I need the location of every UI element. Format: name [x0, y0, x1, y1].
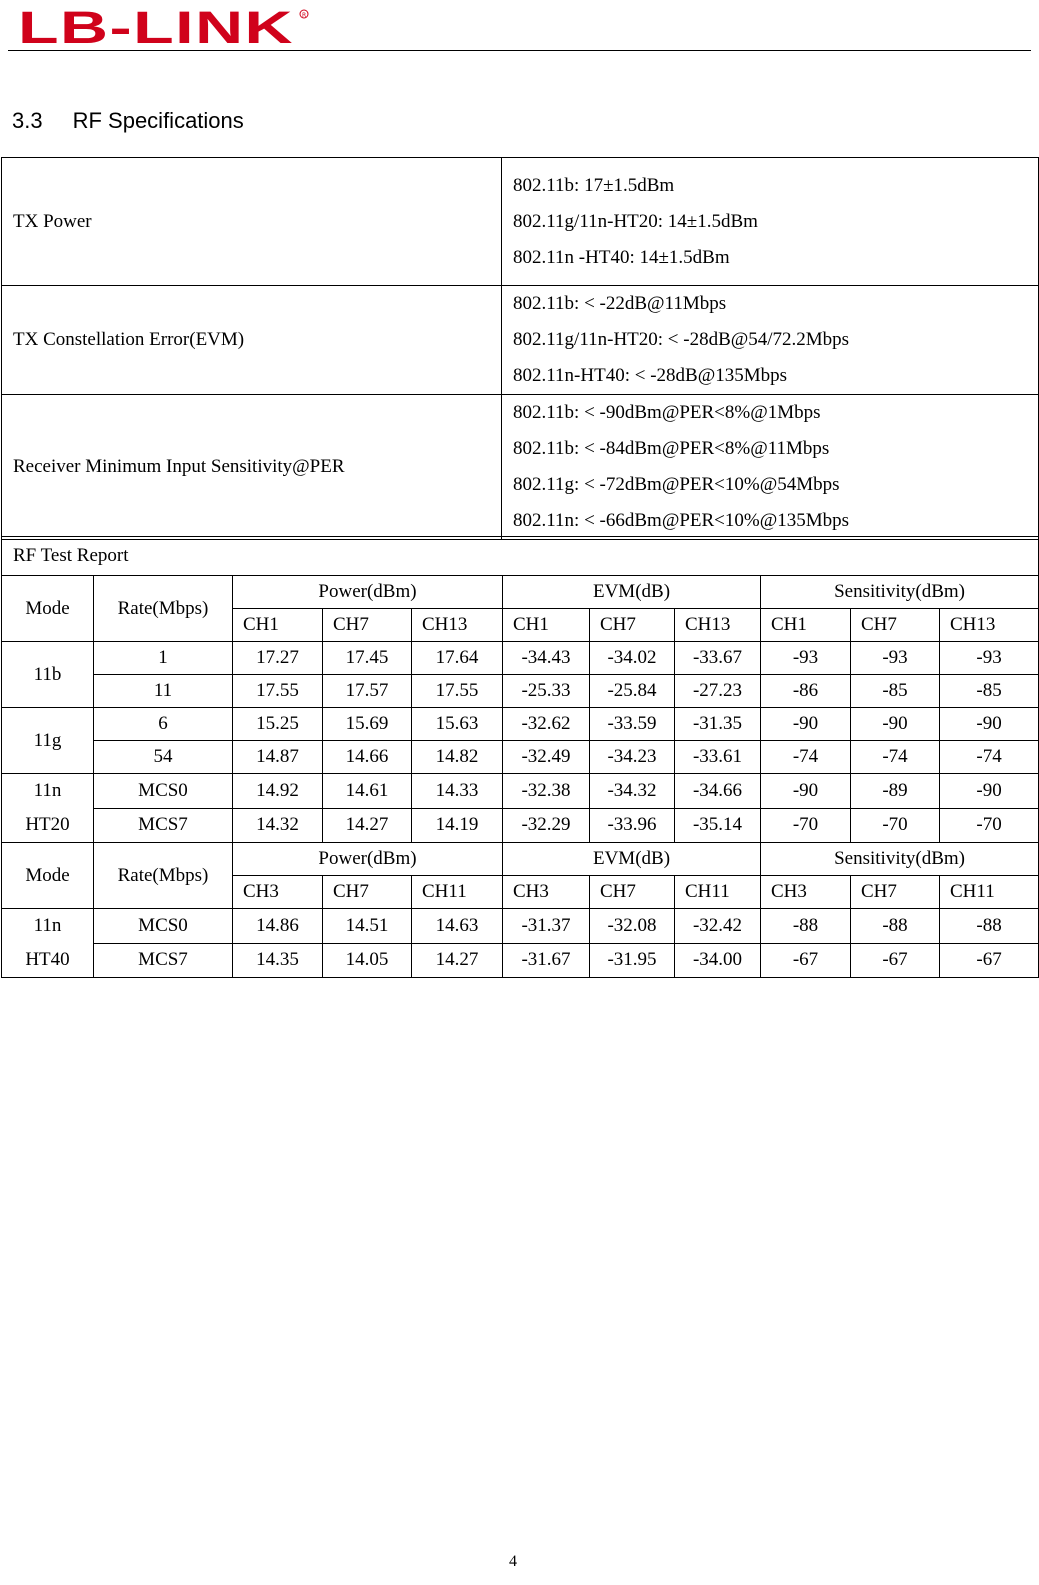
value-cell: -34.43 [503, 642, 590, 675]
mode-line: HT40 [25, 949, 70, 970]
spec-value: 802.11n -HT40: 14±1.5dBm [513, 246, 730, 268]
value-cell: 14.51 [323, 909, 412, 944]
spec-label: Receiver Minimum Input Sensitivity@PER [2, 395, 502, 540]
mode-cell: 11b [2, 642, 94, 708]
value-cell: -86 [761, 675, 851, 708]
spec-value: 802.11b: < -90dBm@PER<8%@1Mbps [513, 402, 821, 423]
report-title: RF Test Report [2, 537, 1039, 576]
value-cell: 14.27 [412, 943, 503, 978]
channel-header: CH1 [503, 609, 590, 642]
power-header: Power(dBm) [233, 843, 503, 876]
rate-cell: 54 [94, 741, 233, 774]
table-row [2, 909, 1039, 944]
rate-cell: MCS7 [94, 808, 233, 843]
value-cell: -90 [851, 708, 940, 741]
channel-header: CH7 [323, 876, 412, 909]
value-cell: -74 [940, 741, 1039, 774]
value-cell: -88 [761, 909, 851, 944]
value-cell: 15.25 [233, 708, 323, 741]
value-cell: -32.38 [503, 774, 590, 809]
section-heading [12, 108, 244, 134]
value-cell: -31.37 [503, 909, 590, 944]
value-cell: -33.96 [590, 808, 675, 843]
value-cell: 14.32 [233, 808, 323, 843]
value-cell: -34.23 [590, 741, 675, 774]
channel-header: CH11 [675, 876, 761, 909]
rate-header: Rate(Mbps) [94, 576, 233, 642]
channel-header: CH7 [323, 609, 412, 642]
value-cell: 14.87 [233, 741, 323, 774]
spec-value: 802.11g: < -72dBm@PER<10%@54Mbps [513, 474, 840, 495]
value-cell: -93 [851, 642, 940, 675]
value-cell: -74 [851, 741, 940, 774]
value-cell: -31.35 [675, 708, 761, 741]
mode-cell [2, 774, 94, 843]
spec-value: 802.11n-HT40: < -28dB@135Mbps [513, 365, 787, 386]
value-cell: -85 [940, 675, 1039, 708]
value-cell: -25.33 [503, 675, 590, 708]
value-cell: 14.86 [233, 909, 323, 944]
channel-header: CH7 [590, 609, 675, 642]
value-cell: 17.55 [233, 675, 323, 708]
channel-header: CH13 [940, 609, 1039, 642]
channel-header: CH7 [851, 876, 940, 909]
value-cell: 17.55 [412, 675, 503, 708]
spec-value: 802.11g/11n-HT20: 14±1.5dBm [513, 210, 758, 232]
value-cell: -27.23 [675, 675, 761, 708]
value-cell: 14.66 [323, 741, 412, 774]
rate-header: Rate(Mbps) [94, 843, 233, 909]
mode-line: 11n [33, 915, 62, 936]
value-cell: -90 [940, 774, 1039, 809]
value-cell: -32.08 [590, 909, 675, 944]
rate-cell: 6 [94, 708, 233, 741]
rate-cell: MCS0 [94, 774, 233, 809]
value-cell: -33.67 [675, 642, 761, 675]
header-rule [8, 50, 1031, 51]
channel-header: CH11 [940, 876, 1039, 909]
channel-header: CH1 [233, 609, 323, 642]
table-row [2, 741, 1039, 774]
value-cell: 15.63 [412, 708, 503, 741]
spec-value: 802.11b: 17±1.5dBm [513, 174, 675, 196]
channel-header: CH11 [412, 876, 503, 909]
value-cell: 14.27 [323, 808, 412, 843]
channel-header: CH1 [761, 609, 851, 642]
channel-header: CH7 [590, 876, 675, 909]
value-cell: -93 [940, 642, 1039, 675]
channel-header: CH3 [503, 876, 590, 909]
value-cell: 14.92 [233, 774, 323, 809]
value-cell: -33.61 [675, 741, 761, 774]
spec-value: 802.11g/11n-HT20: < -28dB@54/72.2Mbps [513, 329, 850, 350]
value-cell: -32.62 [503, 708, 590, 741]
mode-line: 11n [33, 780, 62, 801]
value-cell: 14.35 [233, 943, 323, 978]
table-row [2, 943, 1039, 978]
evm-header: EVM(dB) [503, 843, 761, 876]
table-row [2, 675, 1039, 708]
value-cell: -34.32 [590, 774, 675, 809]
spec-values [502, 395, 1039, 540]
value-cell: 17.45 [323, 642, 412, 675]
value-cell: 14.61 [323, 774, 412, 809]
value-cell: 17.57 [323, 675, 412, 708]
mode-header: Mode [2, 843, 94, 909]
header-row [2, 843, 1039, 876]
value-cell: -34.00 [675, 943, 761, 978]
rf-spec-table [1, 157, 1039, 540]
sensitivity-header: Sensitivity(dBm) [761, 843, 1039, 876]
value-cell: -67 [761, 943, 851, 978]
mode-line: HT20 [25, 814, 70, 835]
spec-values [502, 158, 1039, 286]
value-cell: -85 [851, 675, 940, 708]
channel-header: CH7 [851, 609, 940, 642]
value-cell: 14.82 [412, 741, 503, 774]
table-row [2, 708, 1039, 741]
spec-label: TX Constellation Error(EVM) [2, 286, 502, 395]
value-cell: -93 [761, 642, 851, 675]
value-cell: -67 [940, 943, 1039, 978]
spec-row-sensitivity [2, 395, 1039, 540]
rate-cell: 1 [94, 642, 233, 675]
logo-text: LB-LINK [18, 6, 294, 46]
spec-value: 802.11b: < -22dB@11Mbps [513, 293, 727, 314]
page-number: 4 [509, 1553, 517, 1570]
spec-value: 802.11b: < -84dBm@PER<8%@11Mbps [513, 438, 830, 459]
rate-cell: MCS7 [94, 943, 233, 978]
value-cell: -31.67 [503, 943, 590, 978]
value-cell: -70 [940, 808, 1039, 843]
value-cell: 17.64 [412, 642, 503, 675]
spec-values [502, 286, 1039, 395]
value-cell: -67 [851, 943, 940, 978]
sensitivity-header: Sensitivity(dBm) [761, 576, 1039, 609]
value-cell: -32.42 [675, 909, 761, 944]
value-cell: -32.49 [503, 741, 590, 774]
value-cell: -25.84 [590, 675, 675, 708]
channel-header: CH13 [675, 609, 761, 642]
value-cell: 14.33 [412, 774, 503, 809]
value-cell: -74 [761, 741, 851, 774]
spec-row-evm [2, 286, 1039, 395]
value-cell: -35.14 [675, 808, 761, 843]
spec-row-tx-power [2, 158, 1039, 286]
value-cell: -88 [851, 909, 940, 944]
table-row [2, 774, 1039, 809]
value-cell: 14.19 [412, 808, 503, 843]
value-cell: 14.05 [323, 943, 412, 978]
table-row [2, 642, 1039, 675]
value-cell: -70 [851, 808, 940, 843]
spec-label: TX Power [2, 158, 502, 286]
section-title: RF Specifications [72, 108, 244, 133]
value-cell: -70 [761, 808, 851, 843]
mode-header: Mode [2, 576, 94, 642]
value-cell: -90 [761, 774, 851, 809]
value-cell: -34.02 [590, 642, 675, 675]
power-header: Power(dBm) [233, 576, 503, 609]
value-cell: -32.29 [503, 808, 590, 843]
lb-link-logo [18, 6, 318, 46]
value-cell: 15.69 [323, 708, 412, 741]
report-title-row [2, 537, 1039, 576]
value-cell: -88 [940, 909, 1039, 944]
channel-header: CH3 [233, 876, 323, 909]
mode-cell: 11g [2, 708, 94, 774]
value-cell: -90 [940, 708, 1039, 741]
channel-header: CH13 [412, 609, 503, 642]
value-cell: -34.66 [675, 774, 761, 809]
value-cell: 14.63 [412, 909, 503, 944]
rate-cell: 11 [94, 675, 233, 708]
section-number: 3.3 [12, 108, 43, 133]
svg-text:R: R [302, 12, 307, 19]
spec-value: 802.11n: < -66dBm@PER<10%@135Mbps [513, 510, 849, 531]
table-row [2, 808, 1039, 843]
value-cell: -31.95 [590, 943, 675, 978]
value-cell: -90 [761, 708, 851, 741]
rate-cell: MCS0 [94, 909, 233, 944]
value-cell: 17.27 [233, 642, 323, 675]
evm-header: EVM(dB) [503, 576, 761, 609]
header-row [2, 576, 1039, 609]
value-cell: -33.59 [590, 708, 675, 741]
mode-cell [2, 909, 94, 978]
channel-header: CH3 [761, 876, 851, 909]
rf-test-report-table [1, 536, 1039, 978]
value-cell: -89 [851, 774, 940, 809]
